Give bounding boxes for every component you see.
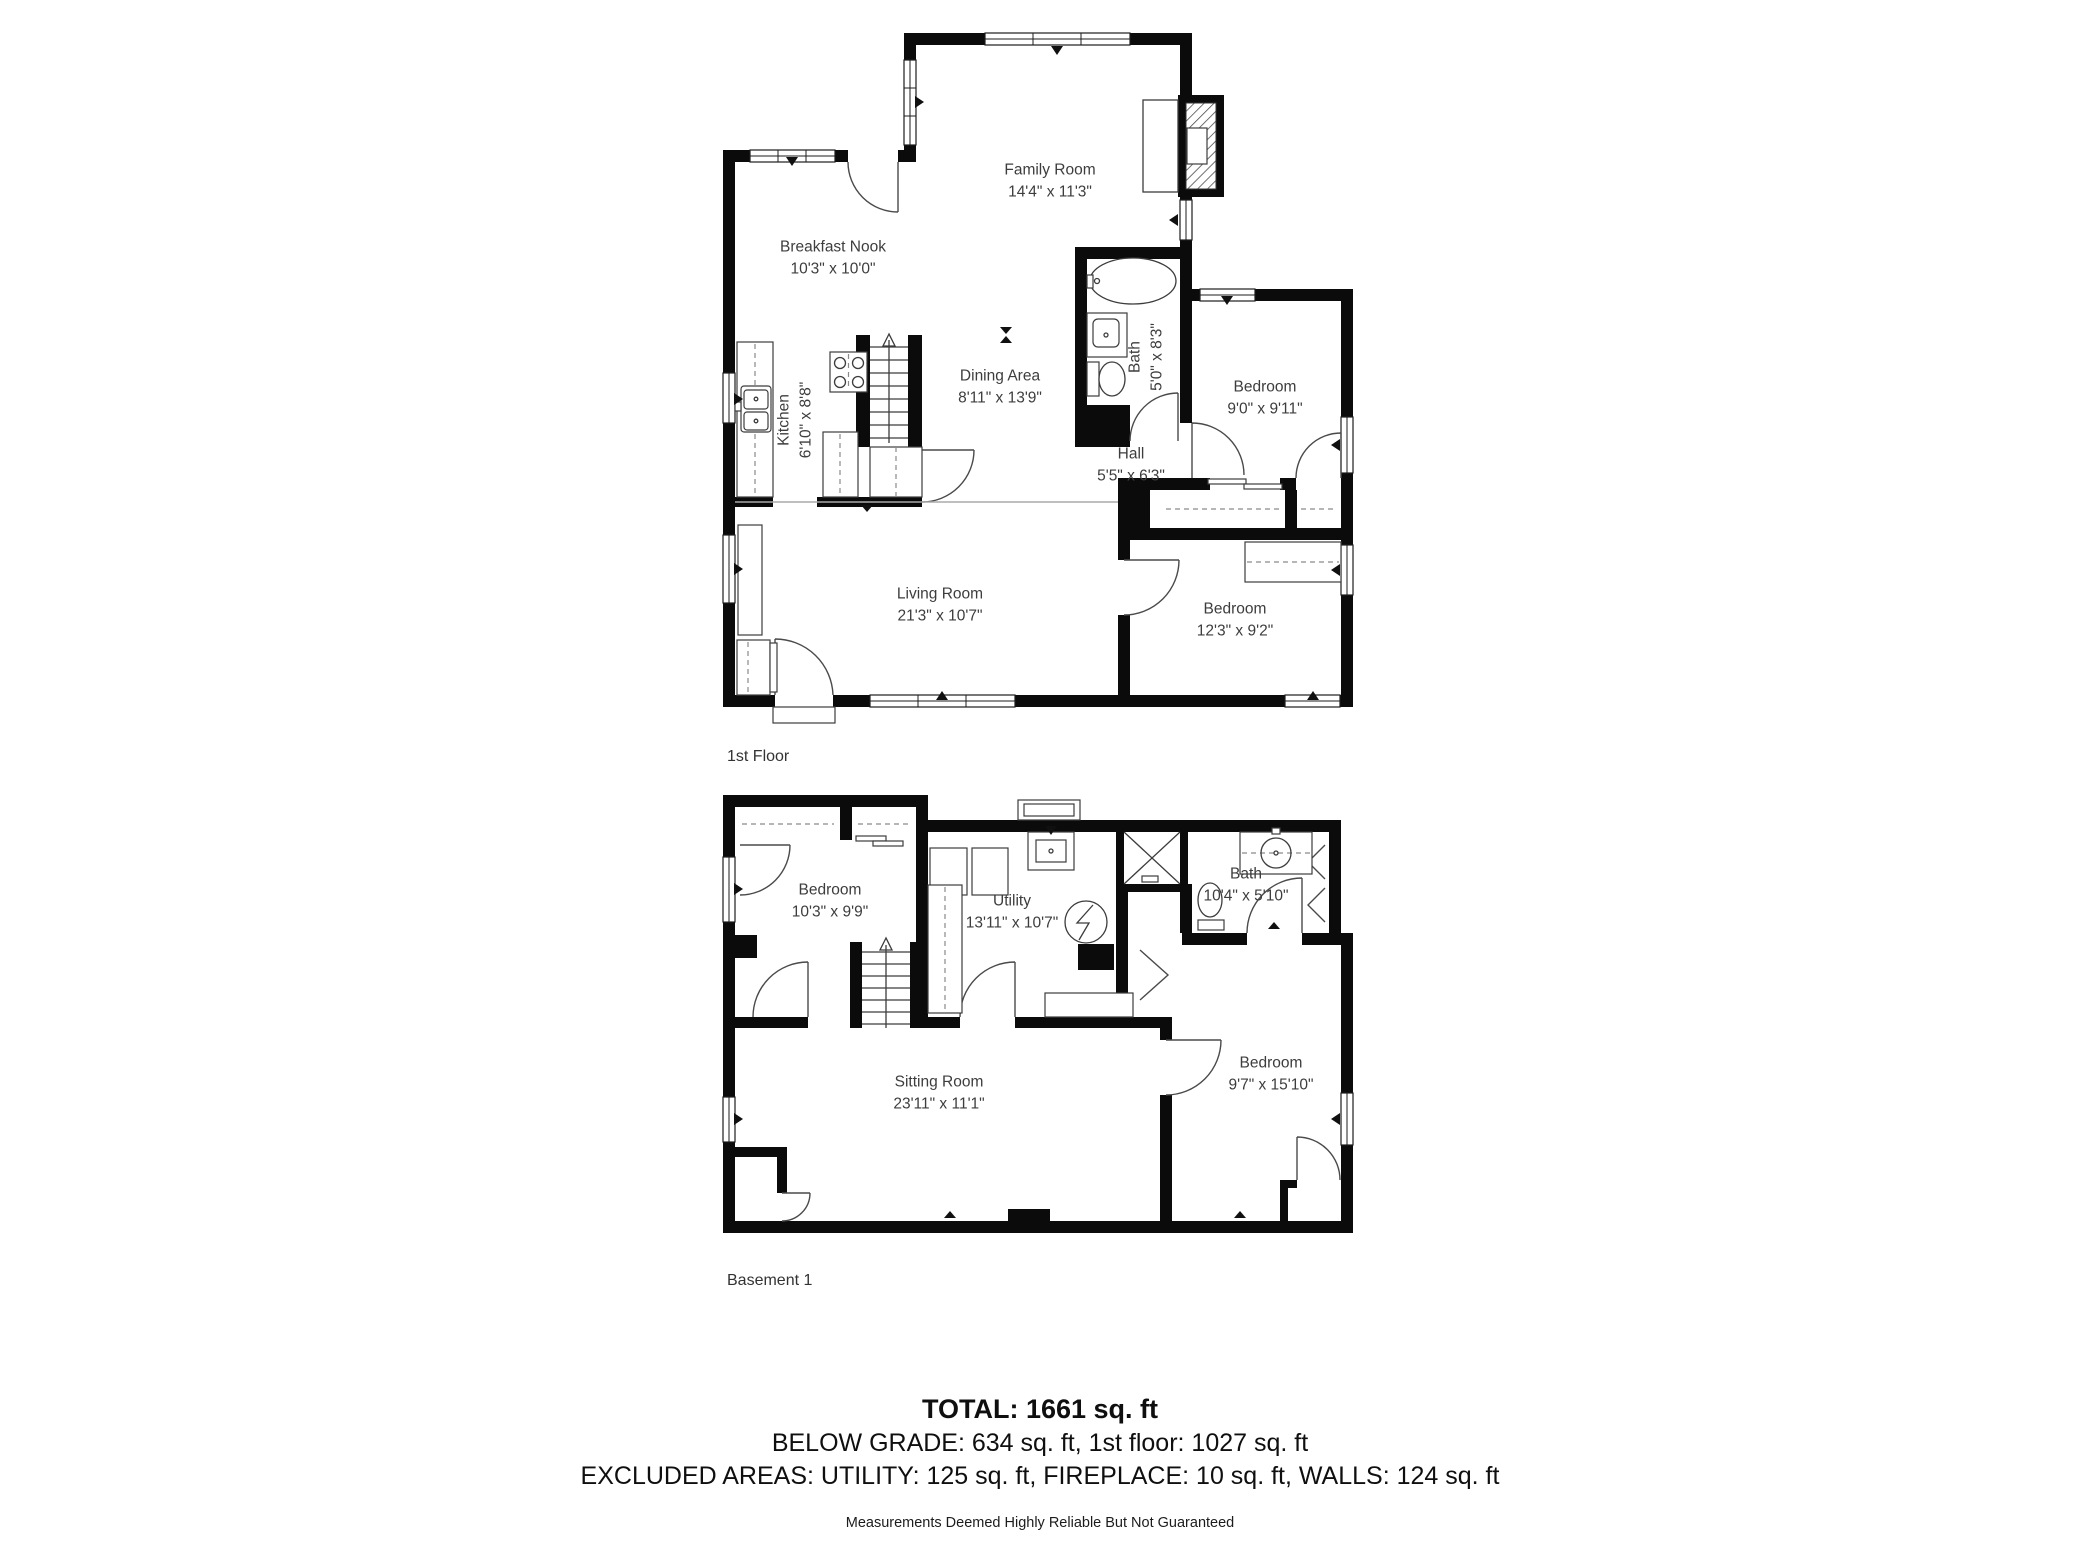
- room-dims: 13'11" x 10'7": [965, 914, 1059, 931]
- room-name: Bedroom: [798, 881, 862, 899]
- basement-plan: [723, 795, 1353, 1233]
- room-label-bedroom-4: [1228, 1053, 1313, 1096]
- room-dims: 10'3" x 10'0": [790, 260, 876, 277]
- room-dims: 23'11" x 11'1": [893, 1095, 985, 1112]
- shower-icon: [1116, 832, 1188, 892]
- room-dims: 12'3" x 9'2": [1196, 622, 1274, 639]
- room-name: Living Room: [896, 585, 984, 603]
- kitchen-counter-icon: [735, 342, 773, 497]
- room-dims: 5'0" x 8'3": [1148, 323, 1165, 391]
- room-label-sitting-room: [893, 1072, 984, 1115]
- room-label-utility: [966, 891, 1058, 934]
- room-dims: 6'10" x 8'8": [797, 381, 814, 459]
- room-name: Utility: [993, 892, 1031, 910]
- room-name: Breakfast Nook: [780, 238, 886, 256]
- room-name: Bedroom: [1203, 600, 1267, 618]
- fireplace-icon: [1143, 95, 1224, 197]
- dryer-icon: [972, 848, 1008, 895]
- workbench-icon: [1045, 993, 1133, 1017]
- room-name: Family Room: [1004, 161, 1096, 179]
- room-label-bedroom-1: [1227, 377, 1302, 420]
- room-label-hall: [1097, 444, 1165, 487]
- room-name: Bath: [1126, 341, 1144, 373]
- room-label-bath-1f: [1125, 323, 1168, 391]
- room-name: Sitting Room: [894, 1073, 984, 1091]
- summary-grades: BELOW GRADE: 634 sq. ft, 1st floor: 1027 sq. ft: [771, 1429, 1309, 1457]
- summary-total: TOTAL: 1661 sq. ft: [921, 1394, 1159, 1424]
- room-label-bath-basement: [1203, 864, 1288, 907]
- room-dims: 9'0" x 9'11": [1227, 400, 1303, 417]
- room-dims: 21'3" x 10'7": [897, 607, 983, 624]
- room-label-bedroom-2: [1197, 599, 1273, 642]
- room-dims: 10'4" x 5'10": [1203, 887, 1289, 904]
- room-dims: 8'11" x 13'9": [958, 389, 1042, 406]
- room-name: Bath: [1230, 865, 1262, 883]
- bedroom-closet-icon: [1245, 542, 1341, 582]
- builtin-cabinet-icon: [738, 525, 762, 635]
- room-label-living-room: [897, 584, 983, 627]
- basement-stairs-icon: [862, 938, 910, 1028]
- room-label-breakfast-nook: [780, 237, 886, 280]
- summary-block: [0, 1392, 2080, 1533]
- room-label-kitchen: [774, 382, 817, 458]
- room-name: Bedroom: [1233, 378, 1297, 396]
- bathtub-icon: [1087, 258, 1176, 304]
- room-name: Bedroom: [1239, 1054, 1303, 1072]
- summary-excluded: EXCLUDED AREAS: UTILITY: 125 sq. ft, FIREPLACE: 10 sq. ft, WALLS: 124 sq. ft: [580, 1462, 1500, 1490]
- water-heater-icon: [928, 885, 962, 1013]
- floor-title-basement: Basement 1: [727, 1272, 813, 1289]
- room-dims: 10'3" x 9'9": [791, 903, 869, 920]
- toilet-icon: [1087, 362, 1125, 396]
- summary-disclaimer: Measurements Deemed Highly Reliable But Not Guaranteed: [845, 1515, 1235, 1531]
- room-dims: 5'5" x 6'3": [1097, 467, 1165, 484]
- entry-closet-icon: [737, 640, 777, 695]
- sink-icon: [1087, 313, 1127, 357]
- room-name: Kitchen: [775, 394, 793, 446]
- utility-sink-icon: [1018, 800, 1080, 870]
- room-dims: 14'4" x 11'3": [1008, 183, 1092, 200]
- room-name: Dining Area: [959, 367, 1041, 385]
- room-label-bedroom-3: [792, 880, 868, 923]
- room-label-family-room: [1004, 160, 1095, 203]
- stove-icon: [830, 352, 867, 392]
- room-name: Hall: [1117, 445, 1145, 463]
- floor-title-1st: 1st Floor: [727, 748, 790, 765]
- room-dims: 9'7" x 15'10": [1228, 1076, 1314, 1093]
- entry-step-icon: [773, 707, 835, 723]
- room-label-dining-area: [958, 366, 1042, 409]
- electrical-panel-icon: [1065, 901, 1114, 970]
